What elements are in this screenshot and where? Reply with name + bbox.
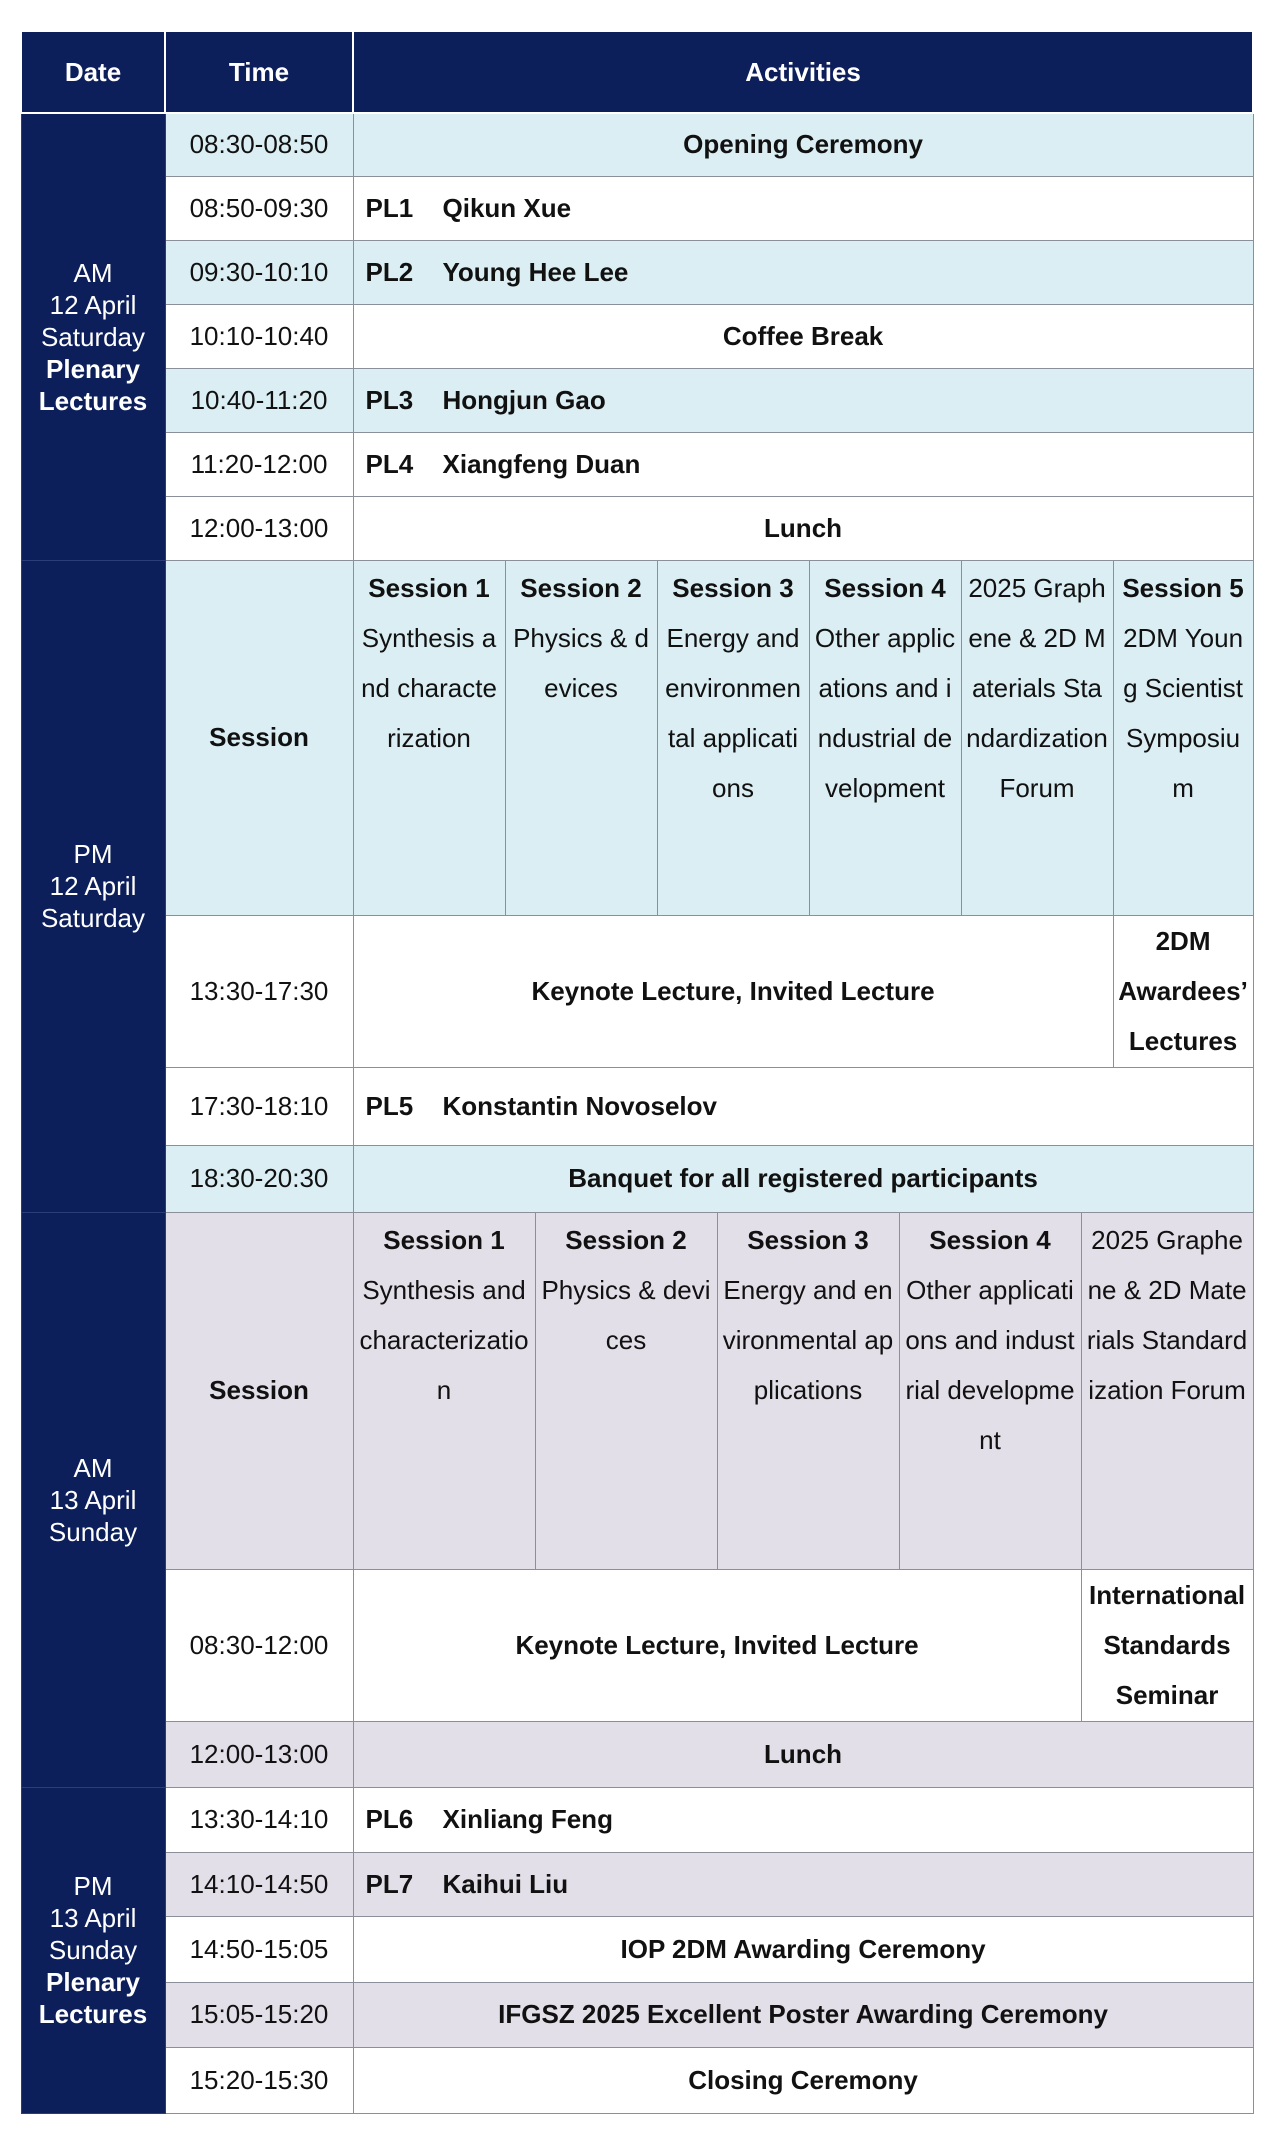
plenary-code: PL1 bbox=[365, 192, 414, 223]
activity-cell: Opening Ceremony bbox=[353, 113, 1253, 176]
activity-cell: IOP 2DM Awarding Ceremony bbox=[353, 1916, 1253, 1982]
time-cell: 14:50-15:05 bbox=[165, 1916, 353, 1982]
session-label: Session bbox=[165, 560, 353, 915]
date-block-sat-pm bbox=[21, 560, 165, 1212]
plenary-code: PL4 bbox=[365, 448, 414, 479]
keynote-row bbox=[21, 915, 1253, 1067]
time-cell: 10:10-10:40 bbox=[165, 304, 353, 368]
time-header: Time bbox=[165, 31, 353, 113]
session-cell bbox=[717, 1212, 899, 1569]
session-desc: Synthesis and characterization bbox=[359, 1274, 529, 1405]
plenary-speaker: Young Hee Lee bbox=[442, 256, 629, 287]
schedule-row bbox=[21, 1787, 1253, 1852]
schedule-row bbox=[21, 496, 1253, 560]
session-cell bbox=[657, 560, 809, 915]
session-desc: Other applications and industrial development bbox=[905, 1274, 1075, 1455]
date-line: Saturday bbox=[40, 903, 146, 933]
session-desc: Physics & devices bbox=[541, 1274, 711, 1355]
date-line: AM bbox=[73, 257, 113, 288]
date-line: 13 April bbox=[49, 1903, 137, 1933]
session-label: Session bbox=[165, 1212, 353, 1569]
session-title: Session 3 bbox=[672, 572, 794, 603]
session-title: Session 1 bbox=[383, 1224, 505, 1255]
time-cell: 08:30-08:50 bbox=[165, 113, 353, 176]
date-block-sun-pm bbox=[21, 1787, 165, 2113]
activity-cell: Coffee Break bbox=[353, 304, 1253, 368]
date-line: Sunday bbox=[48, 1516, 138, 1547]
plenary-cell bbox=[353, 1067, 1253, 1145]
activity-cell: IFGSZ 2025 Excellent Poster Awarding Ceremony bbox=[353, 1982, 1253, 2047]
session-cell bbox=[505, 560, 657, 915]
session-title: Session 4 bbox=[929, 1224, 1051, 1255]
schedule-row bbox=[21, 113, 1253, 176]
date-block-sat-am bbox=[21, 113, 165, 560]
plenary-cell bbox=[353, 240, 1253, 304]
awardees-cell: 2DM Awardees’ Lectures bbox=[1113, 915, 1253, 1067]
session-desc: Physics & devices bbox=[513, 622, 649, 703]
schedule-row bbox=[21, 304, 1253, 368]
date-line: 12 April bbox=[49, 289, 137, 320]
time-cell: 13:30-17:30 bbox=[165, 915, 353, 1067]
forum-cell bbox=[961, 560, 1113, 915]
session-cell bbox=[1113, 560, 1253, 915]
plenary-cell bbox=[353, 1787, 1253, 1852]
plenary-speaker: Hongjun Gao bbox=[442, 384, 606, 415]
schedule-row bbox=[21, 2047, 1253, 2113]
activities-header: Activities bbox=[353, 31, 1253, 113]
time-cell: 08:50-09:30 bbox=[165, 176, 353, 240]
time-cell: 18:30-20:30 bbox=[165, 1145, 353, 1212]
session-desc: 2DM Young Scientist Symposium bbox=[1123, 622, 1244, 803]
session-title: Session 2 bbox=[520, 572, 642, 603]
plenary-code: PL7 bbox=[365, 1868, 414, 1899]
schedule-row bbox=[21, 1852, 1253, 1916]
activity-cell: Lunch bbox=[353, 1721, 1253, 1787]
session-desc: Other applications and industrial development bbox=[814, 622, 956, 803]
session-cell bbox=[353, 1212, 535, 1569]
plenary-cell bbox=[353, 368, 1253, 432]
schedule-row bbox=[21, 432, 1253, 496]
plenary-code: PL2 bbox=[365, 256, 414, 287]
keynote-cell: Keynote Lecture, Invited Lecture bbox=[353, 1569, 1081, 1721]
schedule-table bbox=[20, 30, 1254, 2114]
time-cell: 11:20-12:00 bbox=[165, 432, 353, 496]
time-cell: 08:30-12:00 bbox=[165, 1569, 353, 1721]
plenary-cell bbox=[353, 432, 1253, 496]
date-line-bold: Plenary bbox=[46, 353, 140, 384]
schedule-row bbox=[21, 176, 1253, 240]
session-title: Session 4 bbox=[824, 572, 946, 603]
keynote-cell: Keynote Lecture, Invited Lecture bbox=[353, 915, 1113, 1067]
date-line-bold: Lectures bbox=[38, 1999, 148, 2029]
time-cell: 12:00-13:00 bbox=[165, 1721, 353, 1787]
date-header: Date bbox=[21, 31, 165, 113]
time-cell: 12:00-13:00 bbox=[165, 496, 353, 560]
seminar-cell: International Standards Seminar bbox=[1081, 1569, 1253, 1721]
session-desc: 2025 Graphene & 2D Materials Standardization Forum bbox=[1086, 1224, 1248, 1405]
time-cell: 10:40-11:20 bbox=[165, 368, 353, 432]
plenary-speaker: Xiangfeng Duan bbox=[442, 448, 641, 479]
schedule-row bbox=[21, 1916, 1253, 1982]
plenary-speaker: Xinliang Feng bbox=[442, 1804, 613, 1834]
session-title: Session 2 bbox=[565, 1224, 687, 1255]
session-desc: Synthesis and characterization bbox=[361, 622, 497, 753]
schedule-row bbox=[21, 1982, 1253, 2047]
date-line: AM bbox=[73, 1452, 113, 1483]
session-row bbox=[21, 1212, 1253, 1569]
plenary-code: PL5 bbox=[365, 1090, 414, 1121]
session-row bbox=[21, 560, 1253, 915]
schedule-row bbox=[21, 1067, 1253, 1145]
plenary-code: PL3 bbox=[365, 384, 414, 415]
plenary-speaker: Qikun Xue bbox=[442, 192, 572, 223]
plenary-speaker: Kaihui Liu bbox=[442, 1868, 569, 1899]
header-row bbox=[21, 31, 1253, 113]
date-line: 12 April bbox=[49, 871, 137, 901]
schedule-row bbox=[21, 1721, 1253, 1787]
plenary-cell bbox=[353, 176, 1253, 240]
time-cell: 15:20-15:30 bbox=[165, 2047, 353, 2113]
session-title: Session 3 bbox=[747, 1224, 869, 1255]
activity-cell: Lunch bbox=[353, 496, 1253, 560]
session-cell bbox=[809, 560, 961, 915]
plenary-code: PL6 bbox=[365, 1804, 414, 1834]
time-cell: 15:05-15:20 bbox=[165, 1982, 353, 2047]
schedule-row bbox=[21, 368, 1253, 432]
date-line-bold: Lectures bbox=[38, 385, 148, 416]
date-block-sun-am bbox=[21, 1212, 165, 1787]
session-title: Session 1 bbox=[368, 572, 490, 603]
session-cell bbox=[899, 1212, 1081, 1569]
activity-cell: Closing Ceremony bbox=[353, 2047, 1253, 2113]
schedule-row bbox=[21, 240, 1253, 304]
date-line: PM bbox=[73, 839, 113, 869]
date-line: Sunday bbox=[48, 1935, 138, 1965]
session-cell bbox=[535, 1212, 717, 1569]
date-line: PM bbox=[73, 1871, 113, 1901]
plenary-cell bbox=[353, 1852, 1253, 1916]
schedule-row bbox=[21, 1145, 1253, 1212]
time-cell: 14:10-14:50 bbox=[165, 1852, 353, 1916]
date-line: 13 April bbox=[49, 1484, 137, 1515]
plenary-speaker: Konstantin Novoselov bbox=[442, 1090, 717, 1121]
session-desc: Energy and environmental applications bbox=[722, 1274, 894, 1405]
date-line: Saturday bbox=[40, 321, 146, 352]
date-line-bold: Plenary bbox=[46, 1967, 140, 1997]
time-cell: 17:30-18:10 bbox=[165, 1067, 353, 1145]
keynote-row bbox=[21, 1569, 1253, 1721]
session-desc: Energy and environmental applications bbox=[665, 622, 801, 803]
time-cell: 13:30-14:10 bbox=[165, 1787, 353, 1852]
session-cell bbox=[353, 560, 505, 915]
time-cell: 09:30-10:10 bbox=[165, 240, 353, 304]
session-title: Session 5 bbox=[1122, 572, 1244, 603]
activity-cell: Banquet for all registered participants bbox=[353, 1145, 1253, 1212]
forum-cell bbox=[1081, 1212, 1253, 1569]
session-desc: 2025 Graphene & 2D Materials Standardization Forum bbox=[966, 572, 1108, 803]
